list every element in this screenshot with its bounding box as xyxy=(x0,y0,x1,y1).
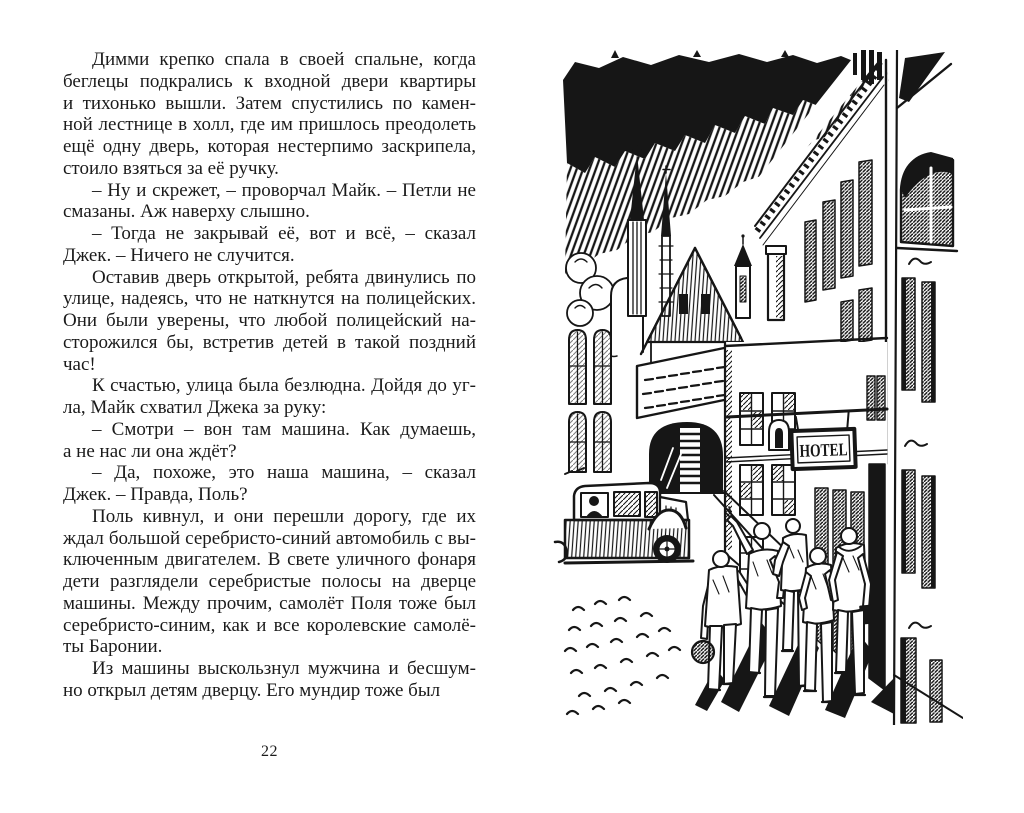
text-line: улице, надеясь, что не наткнутся на полицейских. xyxy=(63,288,476,310)
street-illustration xyxy=(553,50,963,725)
text-line: машины. Между прочим, самолёт Поля тоже был xyxy=(63,592,476,614)
text-line: ты Баронии. xyxy=(63,636,163,658)
text-line: беглецы подкрались к входной двери квартиры xyxy=(63,70,476,92)
text-line: час! xyxy=(63,353,96,375)
text-line: ждал большой серебристо-синий автомобиль с вы- xyxy=(63,527,476,549)
text-line: – Да, похоже, это наша машина, – сказал xyxy=(92,462,476,484)
text-line: – Тогда не закрывай её, вот и всё, – сказал xyxy=(92,223,476,244)
cobblestones xyxy=(565,597,680,714)
text-line: Поль кивнул, и они перешли дорогу, где их xyxy=(92,505,476,527)
text-line: Оставив дверь открытой, ребята двинулись по xyxy=(92,266,476,288)
left-building-windows xyxy=(569,330,611,472)
paragraph xyxy=(63,180,476,224)
text-line: сторожился бы, встретив детей в такой поздний xyxy=(63,331,476,353)
text-line: ключенным двигателем. В свете уличного фонаря xyxy=(63,549,476,571)
paragraph xyxy=(63,223,476,267)
text-line: ла, Майк схватил Джека за руку: xyxy=(63,397,327,418)
turret-icon xyxy=(734,234,752,318)
text-line: Из машины выскользнул мужчина и бесшум- xyxy=(92,658,476,679)
text-line: Димми крепко спала в своей спальне, когда xyxy=(92,49,476,70)
smoke-icon xyxy=(566,253,614,326)
text-line: – Смотри – вон там машина. Как думаешь, xyxy=(92,418,476,440)
text-line: Джек. – Правда, Поль? xyxy=(63,484,248,505)
text-line: ещё одну дверь, которая нестерпимо заскрипела, xyxy=(63,136,476,157)
paragraph xyxy=(63,462,476,506)
text-line: дети разглядели серебристые полосы на дверце xyxy=(63,571,476,592)
text-line: но открыл детям дверцу. Его мундир тоже был xyxy=(63,679,441,701)
text-line: смазаны. Аж наверху слышно. xyxy=(63,201,310,223)
paragraph xyxy=(63,375,476,419)
text-line: а не нас ли она ждёт? xyxy=(63,440,237,462)
paragraph xyxy=(63,506,476,658)
text-line: Джек. – Ничего не случится. xyxy=(63,244,295,266)
text-line: и тихонько вышли. Затем спустились по камен- xyxy=(63,92,476,114)
text-column xyxy=(63,49,476,702)
text-line: ной лестнице в холл, где им пришлось преодолеть xyxy=(63,114,476,136)
text-line: – Ну и скрежет, – проворчал Майк. – Петли не xyxy=(92,179,476,201)
text-line: стоило взяться за её ручку. xyxy=(63,157,279,179)
page-number: 22 xyxy=(261,743,278,760)
text-line: К счастью, улица была безлюдна. Дойдя до уг- xyxy=(92,375,476,397)
chimney-icon xyxy=(766,246,786,320)
text-line: серебристо-синим, как и все королевские самолё- xyxy=(63,614,476,636)
paragraph xyxy=(63,419,476,463)
paragraph xyxy=(63,658,476,702)
hotel-sign-text: HOTEL xyxy=(799,438,864,461)
paragraph xyxy=(63,267,476,376)
text-line: Они были уверены, что любой полицейский на- xyxy=(63,310,476,331)
paragraph xyxy=(63,49,476,180)
